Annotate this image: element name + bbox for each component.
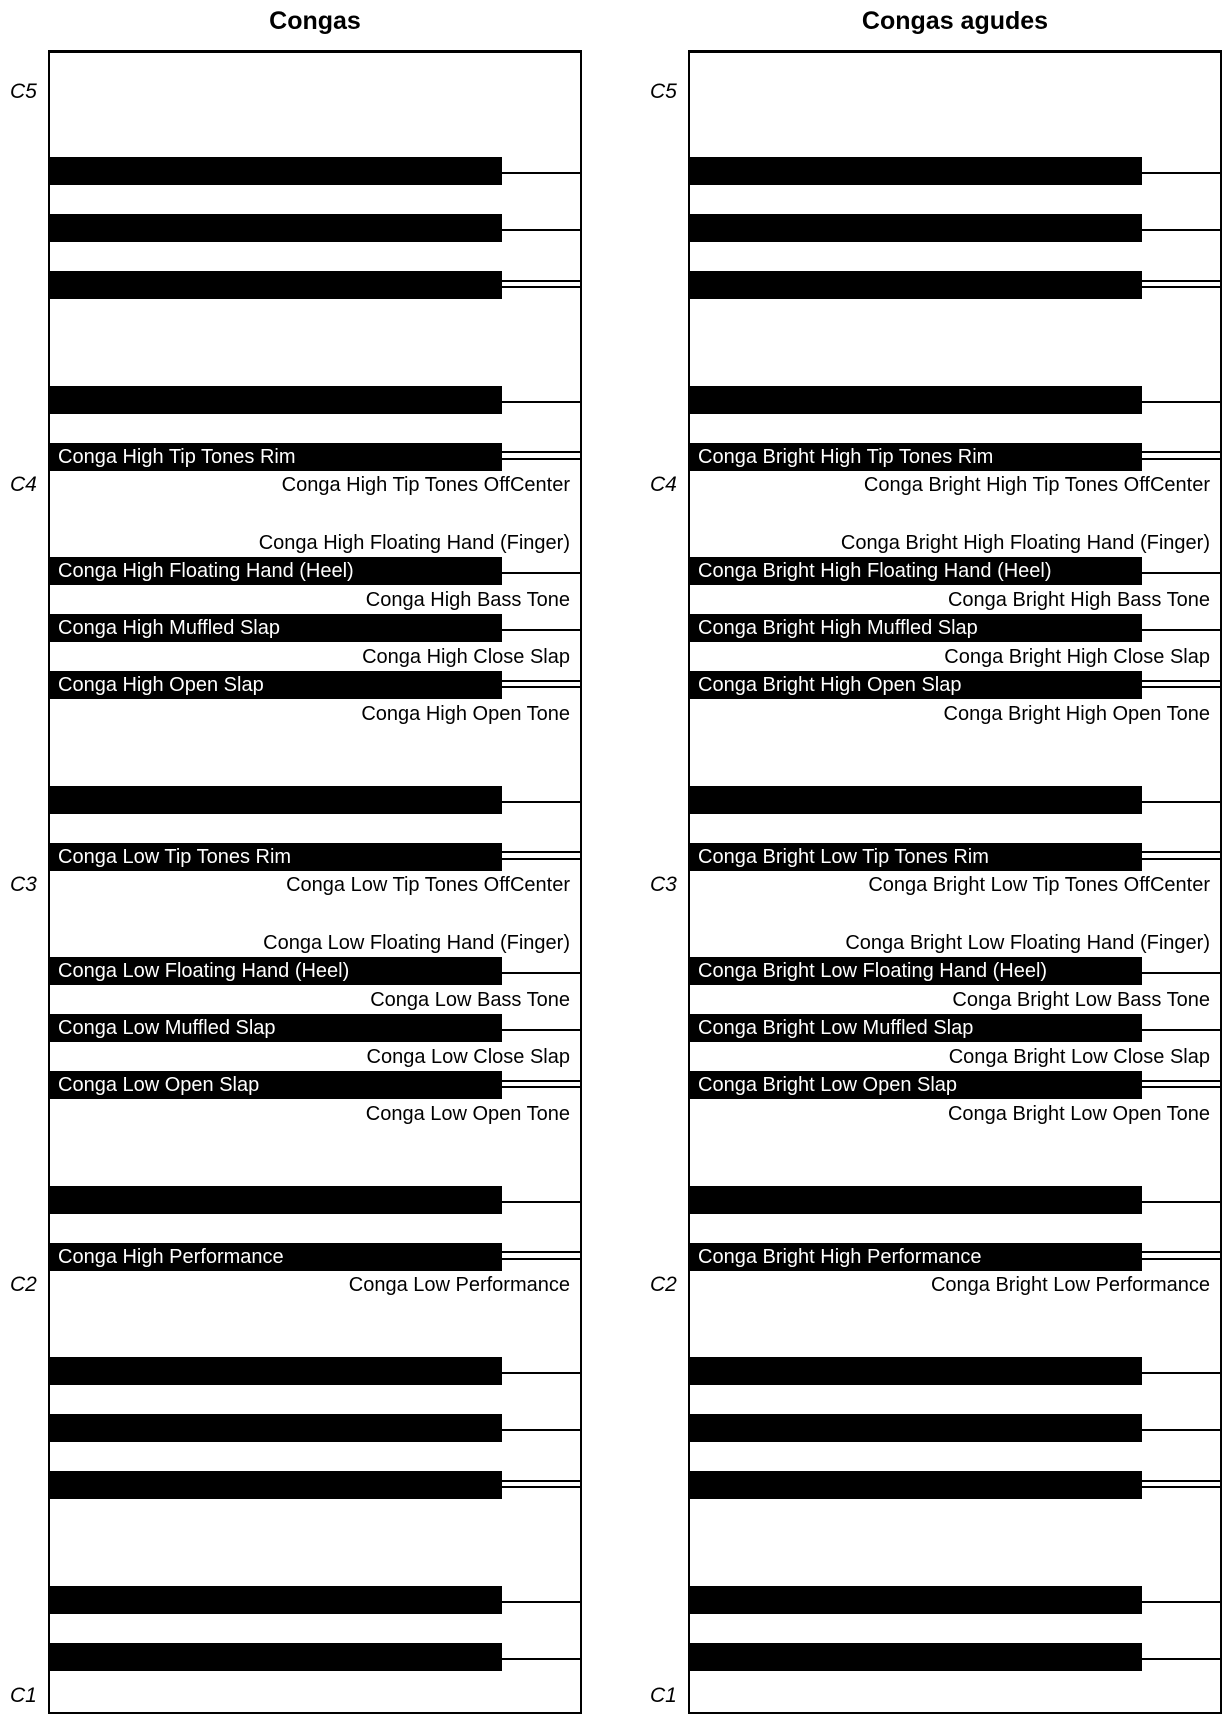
white-key-label-a2: Conga Low Bass Tone	[370, 989, 570, 1011]
key-separator	[1140, 572, 1220, 574]
key-separator	[500, 401, 580, 403]
drum-label: Conga High Muffled Slap	[58, 617, 280, 639]
drum-label: Conga Bright Low Tip Tones Rim	[698, 846, 989, 868]
drum-label: Conga Bright Low Muffled Slap	[698, 1017, 974, 1039]
black-key-d-sharp2[interactable]	[50, 1186, 502, 1214]
black-key-f-sharp4[interactable]	[690, 271, 1142, 299]
white-key-label-c2: Conga Low Performance	[348, 1274, 570, 1296]
drum-label: Conga Low Tip Tones Rim	[58, 846, 292, 868]
white-key-label-c4: Conga High Tip Tones OffCenter	[281, 474, 570, 496]
key-separator	[1140, 801, 1220, 803]
white-key-label-f2: Conga Bright Low Open Tone	[947, 1103, 1210, 1125]
drum-label: Conga Bright High Tip Tones Rim	[698, 446, 994, 468]
black-key-d-sharp4[interactable]	[50, 386, 502, 414]
white-key-label-a2: Conga Bright Low Bass Tone	[952, 989, 1210, 1011]
key-separator	[1140, 858, 1220, 860]
black-key-d-sharp1[interactable]	[690, 1586, 1142, 1614]
black-key-f-sharp2[interactable]	[50, 1071, 502, 1099]
key-separator	[1140, 972, 1220, 974]
white-key-label-g3: Conga High Close Slap	[362, 646, 570, 668]
octave-label: C2	[10, 1273, 37, 1296]
white-key-label-g3: Conga Bright High Close Slap	[944, 646, 1210, 668]
key-separator	[500, 686, 580, 688]
key-separator	[500, 1429, 580, 1431]
key-divider	[690, 51, 1220, 53]
octave-label: C1	[10, 1684, 37, 1707]
drum-label: Conga High Floating Hand (Heel)	[58, 560, 354, 582]
key-separator	[1140, 1201, 1220, 1203]
drum-label: Conga High Open Slap	[58, 674, 264, 696]
black-key-a-sharp2[interactable]	[50, 957, 502, 985]
keyboard-title: Congas agudes	[861, 7, 1049, 35]
black-key-g-sharp1[interactable]	[690, 1414, 1142, 1442]
octave-label: C3	[650, 873, 677, 896]
key-separator	[500, 1201, 580, 1203]
black-key-a-sharp4[interactable]	[50, 157, 502, 185]
black-key-c-sharp4[interactable]	[690, 443, 1142, 471]
black-key-a-sharp3[interactable]	[50, 557, 502, 585]
black-key-a-sharp3[interactable]	[690, 557, 1142, 585]
keyboard	[48, 50, 582, 1714]
key-separator	[1140, 1029, 1220, 1031]
key-separator	[1140, 1429, 1220, 1431]
drum-label: Conga Bright High Muffled Slap	[698, 617, 978, 639]
black-key-c-sharp2[interactable]	[690, 1243, 1142, 1271]
black-key-f-sharp2[interactable]	[690, 1071, 1142, 1099]
white-key-label-c4: Conga Bright High Tip Tones OffCenter	[863, 474, 1210, 496]
drum-label: Conga Bright Low Open Slap	[698, 1074, 958, 1096]
octave-label: C5	[10, 80, 37, 103]
black-key-a-sharp4[interactable]	[690, 157, 1142, 185]
black-key-c-sharp1[interactable]	[50, 1643, 502, 1671]
white-key-label-c3: Conga Low Tip Tones OffCenter	[286, 874, 570, 896]
black-key-d-sharp1[interactable]	[50, 1586, 502, 1614]
black-key-f-sharp1[interactable]	[690, 1471, 1142, 1499]
key-separator	[500, 1658, 580, 1660]
black-key-g-sharp3[interactable]	[690, 614, 1142, 642]
drum-label: Conga High Tip Tones Rim	[58, 446, 296, 468]
key-separator	[1140, 686, 1220, 688]
key-separator	[500, 172, 580, 174]
octave-label: C1	[650, 1684, 677, 1707]
black-key-c-sharp1[interactable]	[690, 1643, 1142, 1671]
white-key-label-c3: Conga Bright Low Tip Tones OffCenter	[868, 874, 1210, 896]
black-key-c-sharp3[interactable]	[50, 843, 502, 871]
black-key-d-sharp4[interactable]	[690, 386, 1142, 414]
key-separator	[1140, 286, 1220, 288]
key-separator	[1140, 1658, 1220, 1660]
black-key-c-sharp2[interactable]	[50, 1243, 502, 1271]
octave-label: C3	[10, 873, 37, 896]
octave-label: C4	[650, 473, 677, 496]
black-key-c-sharp4[interactable]	[50, 443, 502, 471]
black-key-g-sharp4[interactable]	[690, 214, 1142, 242]
key-separator	[500, 801, 580, 803]
black-key-c-sharp3[interactable]	[690, 843, 1142, 871]
key-separator	[1140, 1372, 1220, 1374]
key-separator	[1140, 1601, 1220, 1603]
key-separator	[500, 972, 580, 974]
key-separator	[500, 858, 580, 860]
drum-label: Conga Bright High Floating Hand (Heel)	[698, 560, 1052, 582]
black-key-g-sharp4[interactable]	[50, 214, 502, 242]
key-separator	[500, 572, 580, 574]
white-key-label-g2: Conga Bright Low Close Slap	[948, 1046, 1210, 1068]
key-separator	[1140, 458, 1220, 460]
drum-label: Conga Low Muffled Slap	[58, 1017, 276, 1039]
black-key-f-sharp1[interactable]	[50, 1471, 502, 1499]
black-key-f-sharp3[interactable]	[690, 671, 1142, 699]
key-separator	[500, 1486, 580, 1488]
black-key-d-sharp3[interactable]	[690, 786, 1142, 814]
black-key-f-sharp4[interactable]	[50, 271, 502, 299]
white-key-label-a3: Conga High Bass Tone	[365, 589, 570, 611]
white-key-label-f2: Conga Low Open Tone	[365, 1103, 570, 1125]
key-separator	[1140, 401, 1220, 403]
key-separator	[1140, 172, 1220, 174]
key-separator	[1140, 1086, 1220, 1088]
black-key-g-sharp3[interactable]	[50, 614, 502, 642]
keyboard-title: Congas	[269, 7, 361, 35]
white-key-label-c2: Conga Bright Low Performance	[930, 1274, 1210, 1296]
black-key-f-sharp3[interactable]	[50, 671, 502, 699]
white-key-label-b3: Conga High Floating Hand (Finger)	[258, 532, 570, 554]
keyboard	[688, 50, 1222, 1714]
key-separator	[500, 458, 580, 460]
drum-label: Conga Bright Low Floating Hand (Heel)	[698, 960, 1048, 982]
white-key-label-g2: Conga Low Close Slap	[366, 1046, 570, 1068]
black-key-d-sharp3[interactable]	[50, 786, 502, 814]
key-separator	[1140, 629, 1220, 631]
key-separator	[500, 229, 580, 231]
key-separator	[500, 1258, 580, 1260]
key-separator	[1140, 1258, 1220, 1260]
white-key-label-a3: Conga Bright High Bass Tone	[947, 589, 1210, 611]
white-key-label-b2: Conga Low Floating Hand (Finger)	[263, 932, 570, 954]
key-separator	[500, 286, 580, 288]
white-key-label-b3: Conga Bright High Floating Hand (Finger)	[840, 532, 1210, 554]
octave-label: C2	[650, 1273, 677, 1296]
drum-label: Conga High Performance	[58, 1246, 284, 1268]
white-key-label-f3: Conga High Open Tone	[361, 703, 570, 725]
key-separator	[1140, 1486, 1220, 1488]
black-key-d-sharp2[interactable]	[690, 1186, 1142, 1214]
key-separator	[1140, 229, 1220, 231]
key-separator	[500, 1372, 580, 1374]
key-separator	[500, 1601, 580, 1603]
key-separator	[500, 629, 580, 631]
octave-label: C5	[650, 80, 677, 103]
drum-label: Conga Low Open Slap	[58, 1074, 260, 1096]
black-key-g-sharp1[interactable]	[50, 1414, 502, 1442]
black-key-g-sharp2[interactable]	[690, 1014, 1142, 1042]
drum-label: Conga Low Floating Hand (Heel)	[58, 960, 350, 982]
key-separator	[500, 1029, 580, 1031]
key-separator	[500, 1086, 580, 1088]
black-key-a-sharp2[interactable]	[690, 957, 1142, 985]
key-divider	[50, 51, 580, 53]
drum-label: Conga Bright High Open Slap	[698, 674, 962, 696]
drum-label: Conga Bright High Performance	[698, 1246, 982, 1268]
octave-label: C4	[10, 473, 37, 496]
white-key-label-b2: Conga Bright Low Floating Hand (Finger)	[845, 932, 1210, 954]
black-key-g-sharp2[interactable]	[50, 1014, 502, 1042]
black-key-a-sharp1[interactable]	[690, 1357, 1142, 1385]
black-key-a-sharp1[interactable]	[50, 1357, 502, 1385]
white-key-label-f3: Conga Bright High Open Tone	[943, 703, 1210, 725]
